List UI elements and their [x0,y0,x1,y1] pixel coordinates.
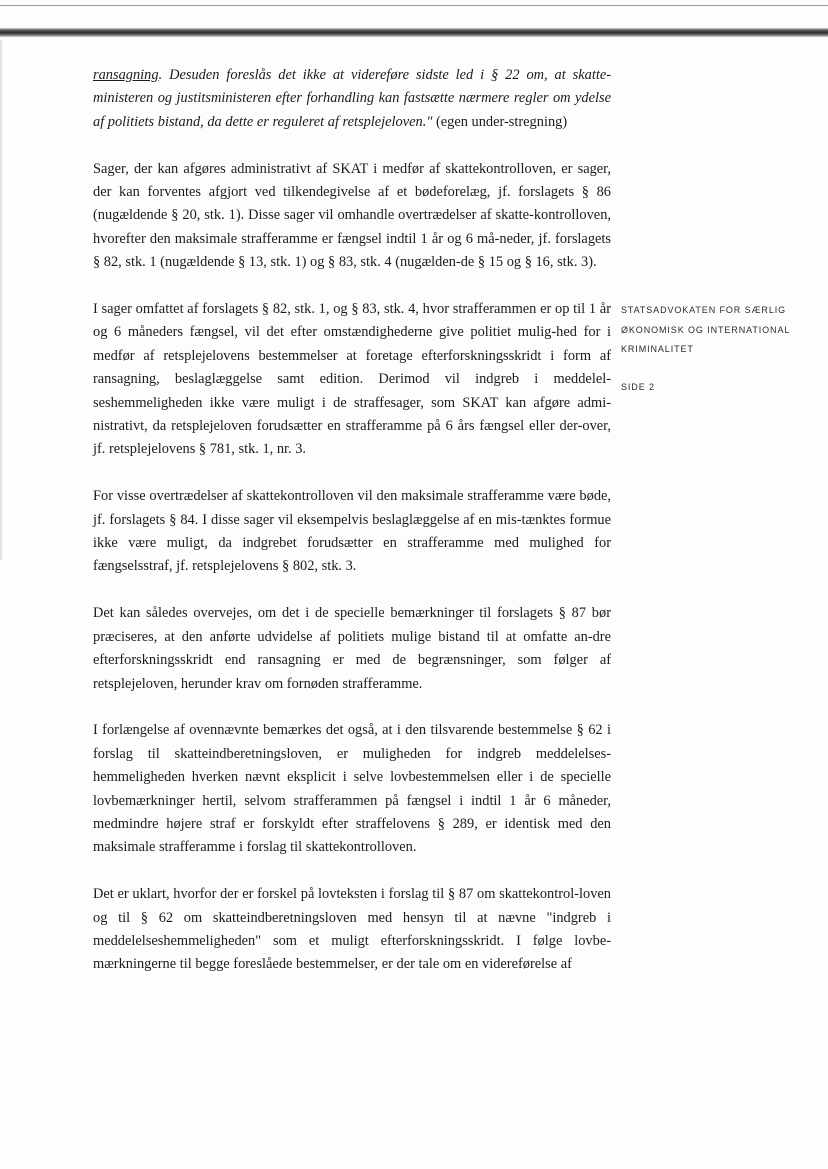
page-number: SIDE 2 [621,381,655,392]
paragraph-7: Det er uklart, hvorfor der er forskel på lovteksten i forslag til § 87 om skattekontrol-loven og til § 62 om skatteindberetningsloven med hensyn til at nævne "indgreb i meddelelseshemmeligheden" som et muligt efterforskningsskridt. I følge lovbe-mærkningerne til begge foreslåede bestemmelser, er der tale om en videreførelse af [93,886,611,973]
paragraph-6: I forlængelse af ovennævnte bemærkes det også, at i den tilsvarende bestemmelse § 62 i forslag til skatteindberetningsloven, er muligheden for indgreb meddelelses-hemmeligheden hverken nævnt eksplicit i selve lovbestemmelsen eller i de specielle lovbemærkninger hertil, selvom strafferammen på fængsel i indtil 1 år 6 måneder, medmindre højere straf er forskyldt efter straffelovens § 289, er identisk med den maksimale strafferamme i forslag til skattekontrolloven. [93,722,611,856]
paragraph-quote [93,64,611,134]
paragraph-2: Sager, der kan afgøres administrativt af SKAT i medfør af skattekontrolloven, er sager, der kan forventes afgjort ved tilkendegivelse af et bødeforelæg, jf. forslagets § 86 (nugældende § 20, stk. 1). Disse sager vil omhandle overtrædelser af skatte-kontrolloven, hvorefter den maksimale strafferamme er fængsel indtil 1 år og 6 må-neder, jf. forslagets § 82, stk. 1 (nugældende § 13, stk. 1) og § 83, stk. 4 (nugælden-de § 15 og § 16, stk. 3). [93,160,611,271]
scan-left-shadow [0,40,3,560]
scan-header-bar [0,28,828,37]
sender-organization [621,301,821,360]
sender-org-line: KRIMINALITET [621,344,694,354]
paragraph-4: For visse overtrædelser af skattekontrolloven vil den maksimale strafferamme være bøde, jf. forslagets § 84. I disse sager vil eksempelvis beslaglæggelse af en mis-tænktes formue ikke være muligt, da indgrebet forudsætter en strafferamme med mulighed for fængselsstraf, jf. retsplejelovens § 802, stk. 3. [93,488,611,575]
paragraph-3: I sager omfattet af forslagets § 82, stk. 1, og § 83, stk. 4, hvor strafferammen er op til 1 år og 6 måneders fængsel, vil det efter omstændighederne give politiet mulig-hed for i medfør af retsplejelovens bestemmelser at foretage efterforskningsskridt i form af ransagning, beslaglæggelse samt edition. Derimod vil indgreb i meddelel-seshemmeligheden ikke være muligt i de straffesager, som SKAT kan afgøre admi-nistrativt, da retsplejeloven forudsætter en strafferamme på 6 års fængsel eller der-over, jf. retsplejelovens § 781, stk. 1, nr. 3. [93,301,611,458]
sender-org-line: STATSADVOKATEN FOR SÆRLIG [621,305,787,315]
sender-org-line: ØKONOMISK OG INTERNATIONAL [621,324,791,335]
letter-body [93,64,611,1000]
paragraph-5: Det kan således overvejes, om det i de specielle bemærkninger til forslagets § 87 bør præciseres, at den anførte udvidelse af politiets mulige bistand til at omfatte an-dre efterforskningsskridt end ransagning er med de begrænsninger, som følger af retsplejeloven, herunder krav om fornøden strafferamme. [93,605,611,692]
quote-text: . Desuden foreslås det ikke at videreføre sidste led i § 22 om, at skatte-ministeren og justitsministeren efter forhandling kan fastsætte nærmere regler om ydelse af politiets bistand, da dette er reguleret af retsplejeloven." [93,67,611,130]
page-top-edge [0,5,828,6]
sender-sidebar [621,301,821,397]
quote-note: (egen under-stregning) [432,113,568,130]
underlined-word: ransagning [93,67,159,83]
